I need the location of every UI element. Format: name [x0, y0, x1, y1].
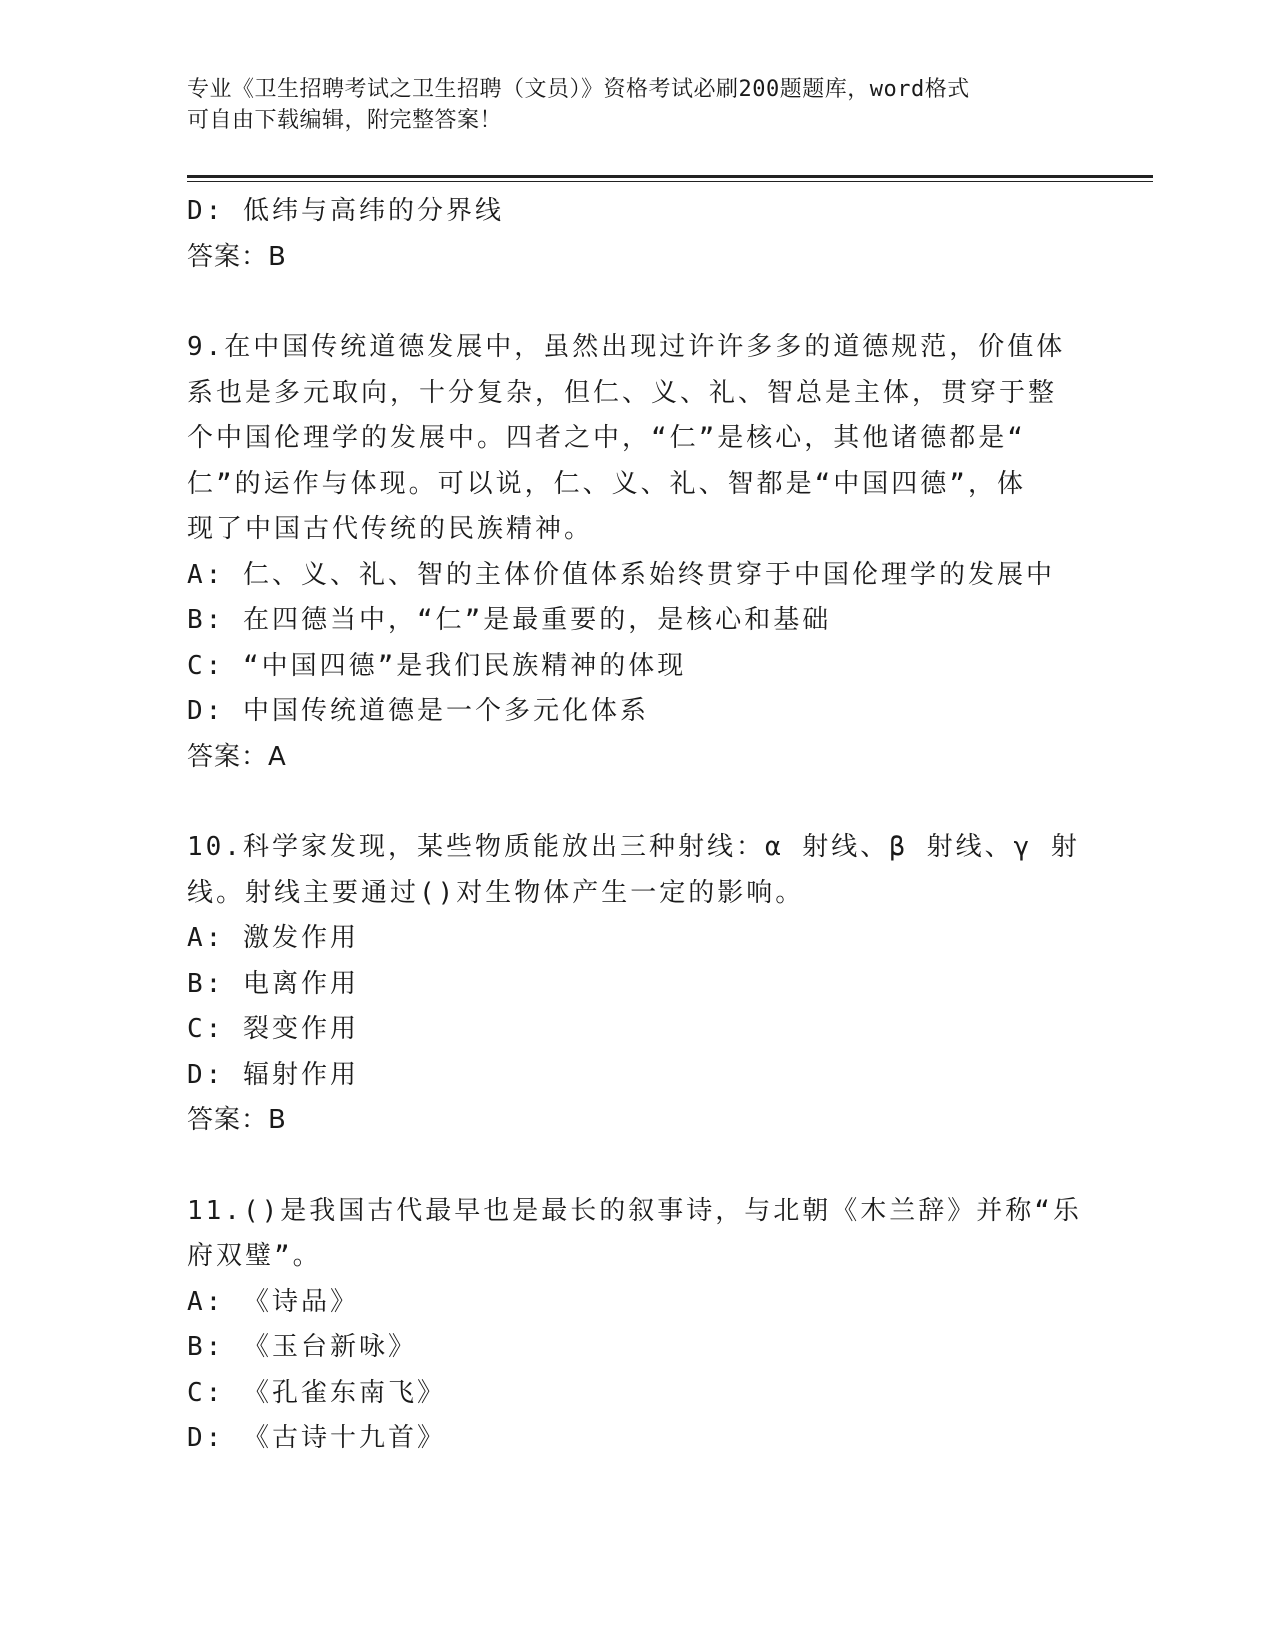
option-d: D: 中国传统道德是一个多元化体系: [187, 696, 649, 726]
header-divider-thin: [187, 181, 1153, 182]
header-line-1: 专业《卫生招聘考试之卫生招聘（文员）》资格考试必刷200题题库，word格式: [187, 77, 970, 102]
answer-line: 答案：A: [187, 741, 287, 772]
option-a: A: 激发作用: [187, 923, 359, 953]
previous-question-tail: [187, 189, 1067, 280]
option-c: C: 裂变作用: [187, 1014, 359, 1044]
option-b: B: 在四德当中，“仁”是最重要的，是核心和基础: [187, 605, 832, 635]
document-header: [187, 74, 1067, 136]
header-line-2: 可自由下载编辑，附完整答案！: [187, 108, 503, 133]
question-stem-line: 府双璧”。: [187, 1241, 322, 1271]
answer-line: 答案：B: [187, 1105, 287, 1135]
option-d: D: 低纬与高纬的分界线: [187, 196, 504, 226]
option-b: B: 《玉台新咏》: [187, 1332, 417, 1362]
spacer: [187, 280, 1067, 325]
question-9: [187, 325, 1067, 780]
question-stem-line: 10.科学家发现，某些物质能放出三种射线：α 射线、β 射线、γ 射: [187, 832, 1080, 862]
spacer: [187, 780, 1067, 825]
option-c: C: 《孔雀东南飞》: [187, 1377, 446, 1408]
spacer: [187, 1144, 1067, 1189]
question-stem-line: 9.在中国传统道德发展中，虽然出现过许许多多的道德规范，价值体: [187, 332, 1066, 362]
option-a: A: 《诗品》: [187, 1286, 359, 1317]
question-stem-line: 仁”的运作与体现。可以说，仁、义、礼、智都是“中国四德”，体: [187, 468, 1026, 499]
question-stem-line: 线。射线主要通过()对生物体产生一定的影响。: [187, 877, 805, 908]
header-divider-thick: [187, 175, 1153, 178]
question-stem-line: 系也是多元取向，十分复杂，但仁、义、礼、智总是主体，贯穿于整: [187, 377, 1058, 408]
option-b: B: 电离作用: [187, 968, 359, 999]
answer-line: 答案：B: [187, 241, 287, 272]
question-stem-line: 现了中国古代传统的民族精神。: [187, 514, 594, 544]
option-d: D: 《古诗十九首》: [187, 1423, 446, 1453]
document-body: [187, 189, 1082, 1462]
option-c: C: “中国四德”是我们民族精神的体现: [187, 650, 687, 681]
question-stem-line: 个中国伦理学的发展中。四者之中，“仁”是核心，其他诸德都是“: [187, 423, 1026, 453]
question-10: [187, 825, 1080, 1144]
option-d: D: 辐射作用: [187, 1059, 359, 1090]
option-a: A: 仁、义、礼、智的主体价值体系始终贯穿于中国伦理学的发展中: [187, 559, 1055, 590]
question-stem-line: 11.()是我国古代最早也是最长的叙事诗，与北朝《木兰辞》并称“乐: [187, 1195, 1082, 1226]
question-11: [187, 1189, 1082, 1462]
